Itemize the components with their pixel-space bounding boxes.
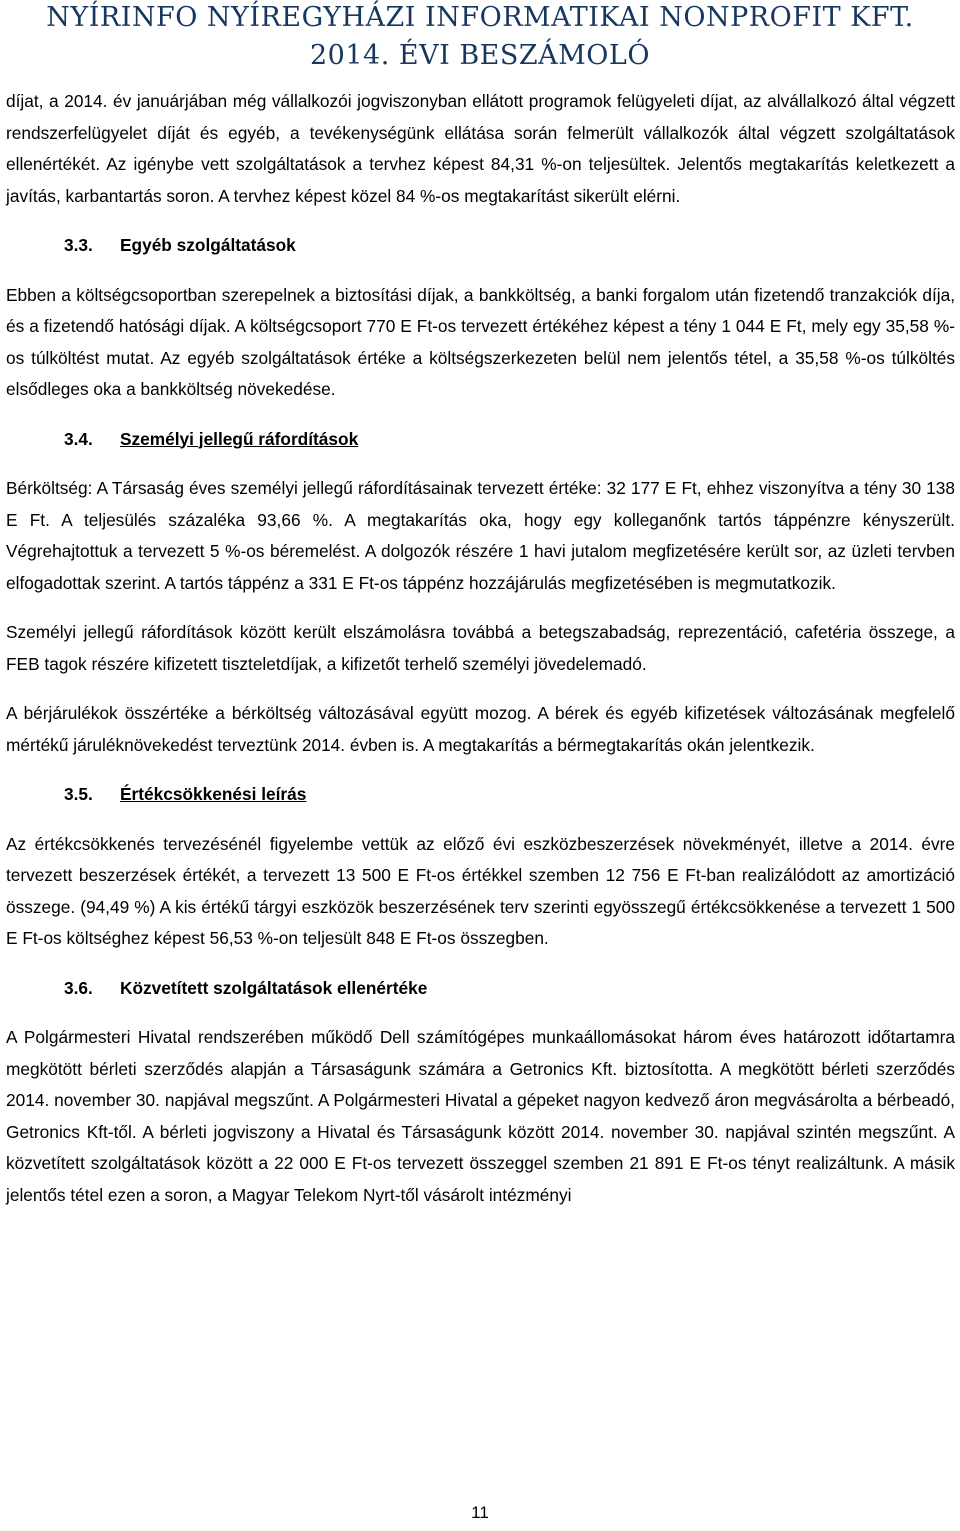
intro-paragraph: díjat, a 2014. év januárjában még vállalkozói jogviszonyban ellátott programok felügyeleti díjat, az alvállalkozó által végzett rendszerfelügyelet díját és egyéb, a tevékenységünk ellátása során felmerült vállalkozók által végzett szolgáltatások ellenértékét. Az igénybe vett szolgáltatások a tervhez képest 84,31 %-on teljesültek. Jelentős megtakarítás keletkezett a javítás, karbantartás soron. A tervhez képest közel 84 %-os megtakarítást sikerült elérni. — [6, 91, 955, 206]
section-number: 3.5. — [64, 784, 93, 804]
section-number: 3.4. — [64, 428, 93, 449]
page-header — [0, 0, 960, 80]
paragraph: Bérköltség: A Társaság éves személyi jellegű ráfordításainak tervezett értéke: 32 177 E Ft, ehhez viszonyítva a tény 30 138 E Ft. A teljesülés százaléka 93,66 %. A megtakarítás oka, hogy egy kolleganőnk tartós táppénzre kényszerült. Végrehajtottuk a tervezett 5 %-os béremelést. A dolgozók részére 1 havi jutalom megfizetésére került sor, az üzleti tervben elfogadottak szerint. A tartós táppénz a 331 E Ft-os táppénz hozzájárulás megfizetésében is megmutatkozik. — [6, 478, 955, 593]
section-title: Közvetített szolgáltatások ellenértéke — [120, 977, 428, 998]
paragraph: Az értékcsökkenés tervezésénél figyelembe vettük az előző évi eszközbeszerzések növekményét, illetve a 2014. évre tervezett beszerzések értékét, a tervezett 13 500 E Ft-os értékkel szemben 12 756 E Ft-ban realizálódott az amortizáció összege. (94,49 %) A kis értékű tárgyi eszközök beszerzésének terv szerinti egyösszegű értékcsökkenése a tervezett 1 500 E Ft-os költséghez képest 56,53 %-on teljesült 848 E Ft-os összegben. — [6, 833, 955, 948]
section-title: Egyéb szolgáltatások — [120, 235, 296, 255]
paragraph: Ebben a költségcsoportban szerepelnek a biztosítási díjak, a bankköltség, a banki forgalom után fizetendő tranzakciók díja, és a fizetendő hatósági díjak. A költségcsoport 770 E Ft-os tervezett értékéhez képest a tény 1 044 E Ft, mely egy 35,58 %-os túlköltést mutat. Az egyéb szolgáltatások értéke a költségszerkezeten belül nem jelentős tétel, a 35,58 %-os túlköltés elsődleges oka a bankköltség növekedése. — [6, 284, 955, 399]
section-heading-3-3 — [6, 230, 955, 262]
section-title: Értékcsökkenési leírás — [120, 784, 307, 804]
section-title: Személyi jellegű ráfordítások — [120, 428, 359, 449]
header-report-title: 2014. ÉVI BESZÁMOLÓ — [310, 40, 650, 71]
section-number: 3.3. — [64, 235, 93, 255]
section-number: 3.6. — [64, 977, 93, 998]
page-number: 11 — [471, 1503, 489, 1522]
document-body — [6, 86, 955, 1211]
section-heading-3-6 — [6, 973, 955, 1005]
paragraph: A Polgármesteri Hivatal rendszerében működő Dell számítógépes munkaállomásokat három éves határozott időtartamra megkötött bérleti szerződés alapján a Társaságunk számára a Getronics Kft. biztosította. A megkötött bérleti szerződés 2014. november 30. napjával megszűnt. A Polgármesteri Hivatal a gépeket nagyon kedvező áron megvásárolta a bérbeadó, Getronics Kft-től. A bérleti jogviszony a Hivatal és Társaságunk között 2014. november 30. napjával szintén megszűnt. A közvetített szolgáltatások között a 22 000 E Ft-os tervezett összeggel szemben 21 891 E Ft-os tényt realizáltunk. A másik jelentős tétel ezen a soron, a Magyar Telekom Nyrt-től vásárolt intézményi — [6, 1027, 955, 1205]
header-company-name: NYÍRINFO NYÍREGYHÁZI INFORMATIKAI NONPROFIT KFT. — [46, 2, 914, 33]
paragraph: Személyi jellegű ráfordítások között került elszámolásra továbbá a betegszabadság, reprezentáció, cafetéria összege, a FEB tagok részére kifizetett tiszteletdíjak, a kifizetőt terhelő személyi jövedelemadó. — [6, 622, 955, 674]
section-heading-3-4 — [6, 424, 955, 456]
section-heading-3-5 — [6, 779, 955, 811]
paragraph: A bérjárulékok összértéke a bérköltség változásával együtt mozog. A bérek és egyéb kifizetések változásának megfelelő mértékű járuléknövekedést terveztünk 2014. évben is. A megtakarítás a bérmegtakarítás okán jelentkezik. — [6, 703, 955, 755]
